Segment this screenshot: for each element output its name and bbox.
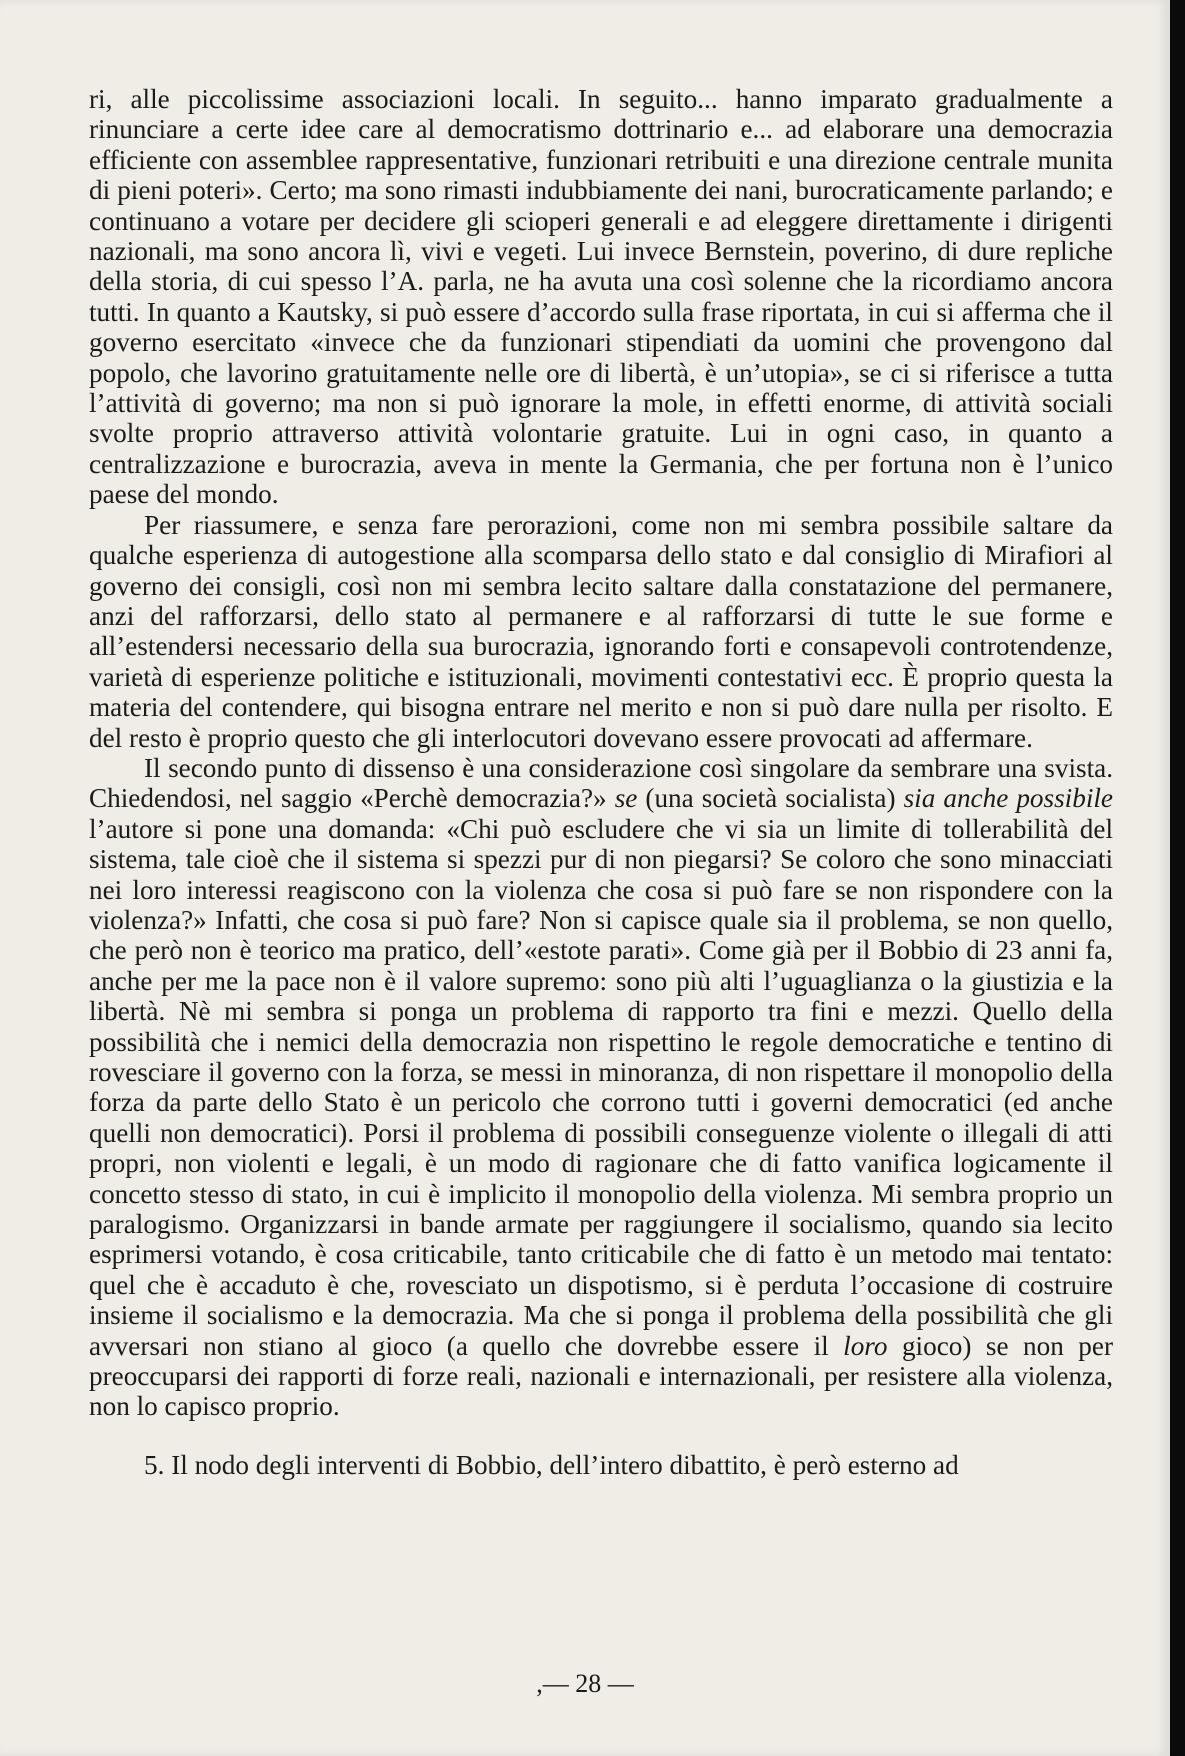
- section-5-paragraph: 5. Il nodo degli interventi di Bobbio, dell’intero dibattito, è però esterno ad: [144, 1449, 959, 1480]
- page-number: ,— 28 —: [536, 1669, 634, 1698]
- paragraph-text-part: l’autore si pone una domanda: «Chi può escludere che vi sia un limite di tollerabilità del sistema, tale cioè che il sistema si spezzi pur di non piegarsi? Se coloro che sono minacciati nei loro interessi reagiscono con la violenza che cosa si può fare se non rispondere con la violenza?» Infatti, che cosa si può fare? Non si capisce quale sia il problema, se non quello, che però non è teorico ma pratico, dell’«estote parati». Come già per il Bobbio di 23 anni fa, anche per me la pace non è il valore supremo: sono più alti l’uguaglianza o la giustizia e la libertà. Nè mi sembra si ponga un problema di rapporto tra fini e mezzi. Quello della possibilità che i nemici della democrazia non rispettino le regole democratiche e tentino di rovesciare il governo con la forza, se messi in minoranza, di non rispettare il monopolio della forza da parte dello Stato è un pericolo che corrono tutti i governi democratici (ed anche quelli non democratici). Porsi il problema di possibili conseguenze violente o illegali di atti propri, non violenti e legali, è un modo di ragionare che di fatto vanifica logicamente il concetto stesso di stato, in cui è implicito il monopolio della violenza. Mi sembra proprio un paralogismo. Organizzarsi in bande armate per raggiungere il socialismo, quando sia lecito esprimersi votando, è cosa criticabile, tanto criticabile che di fatto è un metodo mai tentato: quel che è accaduto è che, rovesciato un dispotismo, si è perduta l’occasione di costruire insieme il socialismo e la democrazia. Ma che si ponga il problema della possibilità che gli avversari non stiano al gioco (a quello che dovrebbe essere il: [89, 813, 1113, 1361]
- paragraph-second-dissent: [89, 753, 1113, 1422]
- body-text: [89, 84, 1113, 1480]
- italic-sia-anche-possibile: sia anche possibile: [903, 783, 1113, 814]
- paragraph-text-part: gioco) se non per preoccuparsi dei rapporti di forze reali, nazionali e internazionali, per resistere alla violenza, non lo capisco proprio.: [89, 1330, 1113, 1422]
- paragraph-text-part: (una società socialista): [637, 783, 904, 814]
- italic-loro: loro: [843, 1330, 888, 1361]
- paragraph-text-part: Il secondo punto di dissenso è una considerazione così singolare da sembrare una svista. Chiedendosi, nel saggio «Perchè democrazia?»: [89, 752, 1113, 814]
- paragraph-summary: Per riassumere, e senza fare perorazioni, come non mi sembra possibile saltare da qualche esperienza di autogestione alla scomparsa dello stato e dal consiglio di Mirafiori al governo dei consigli, così non mi sembra lecito saltare dalla constatazione del permanere, anzi del rafforzarsi, dello stato al permanere e al rafforzarsi di tutte le sue forme e all’estendersi necessario della sua burocrazia, ignorando forti e consapevoli controtendenze, varietà di esperienze politiche e istituzionali, movimenti contestativi ecc. È proprio questa la materia del contendere, qui bisogna entrare nel merito e non si può dare nulla per risolto. E del resto è proprio questo che gli interlocutori dovevano essere provocati ad affermare.: [89, 509, 1113, 753]
- italic-se: se: [614, 783, 638, 814]
- paragraph-continuation: ri, alle piccolissime associazioni locali. In seguito... hanno imparato gradualmente a rinunciare a certe idee care al democratismo dottrinario e... ad elaborare una democrazia efficiente con assemblee rappresentative, funzionari retribuiti e una direzione centrale munita di pieni poteri». Certo; ma sono rimasti indubbiamente dei nani, burocraticamente parlando; e continuano a votare per decidere gli scioperi generali e ad eleggere direttamente i dirigenti nazionali, ma sono ancora lì, vivi e vegeti. Lui invece Bernstein, poverino, di dure repliche della storia, di cui spesso l’A. parla, ne ha avuta una così solenne che la ricordiamo ancora tutti. In quanto a Kautsky, si può essere d’accordo sulla frase riportata, in cui si afferma che il governo esercitato «invece che da funzionari stipendiati da uomini che provengono dal popolo, che lavorino gratuitamente nelle ore di libertà, è un’utopia», se ci si riferisce a tutta l’attività di governo; ma non si può ignorare la mole, in effetti enorme, di attività sociali svolte proprio attraverso attività volontarie gratuite. Lui in ogni caso, in quanto a centralizzazione e burocrazia, aveva in mente la Germania, che per fortuna non è l’unico paese del mondo.: [89, 84, 1113, 510]
